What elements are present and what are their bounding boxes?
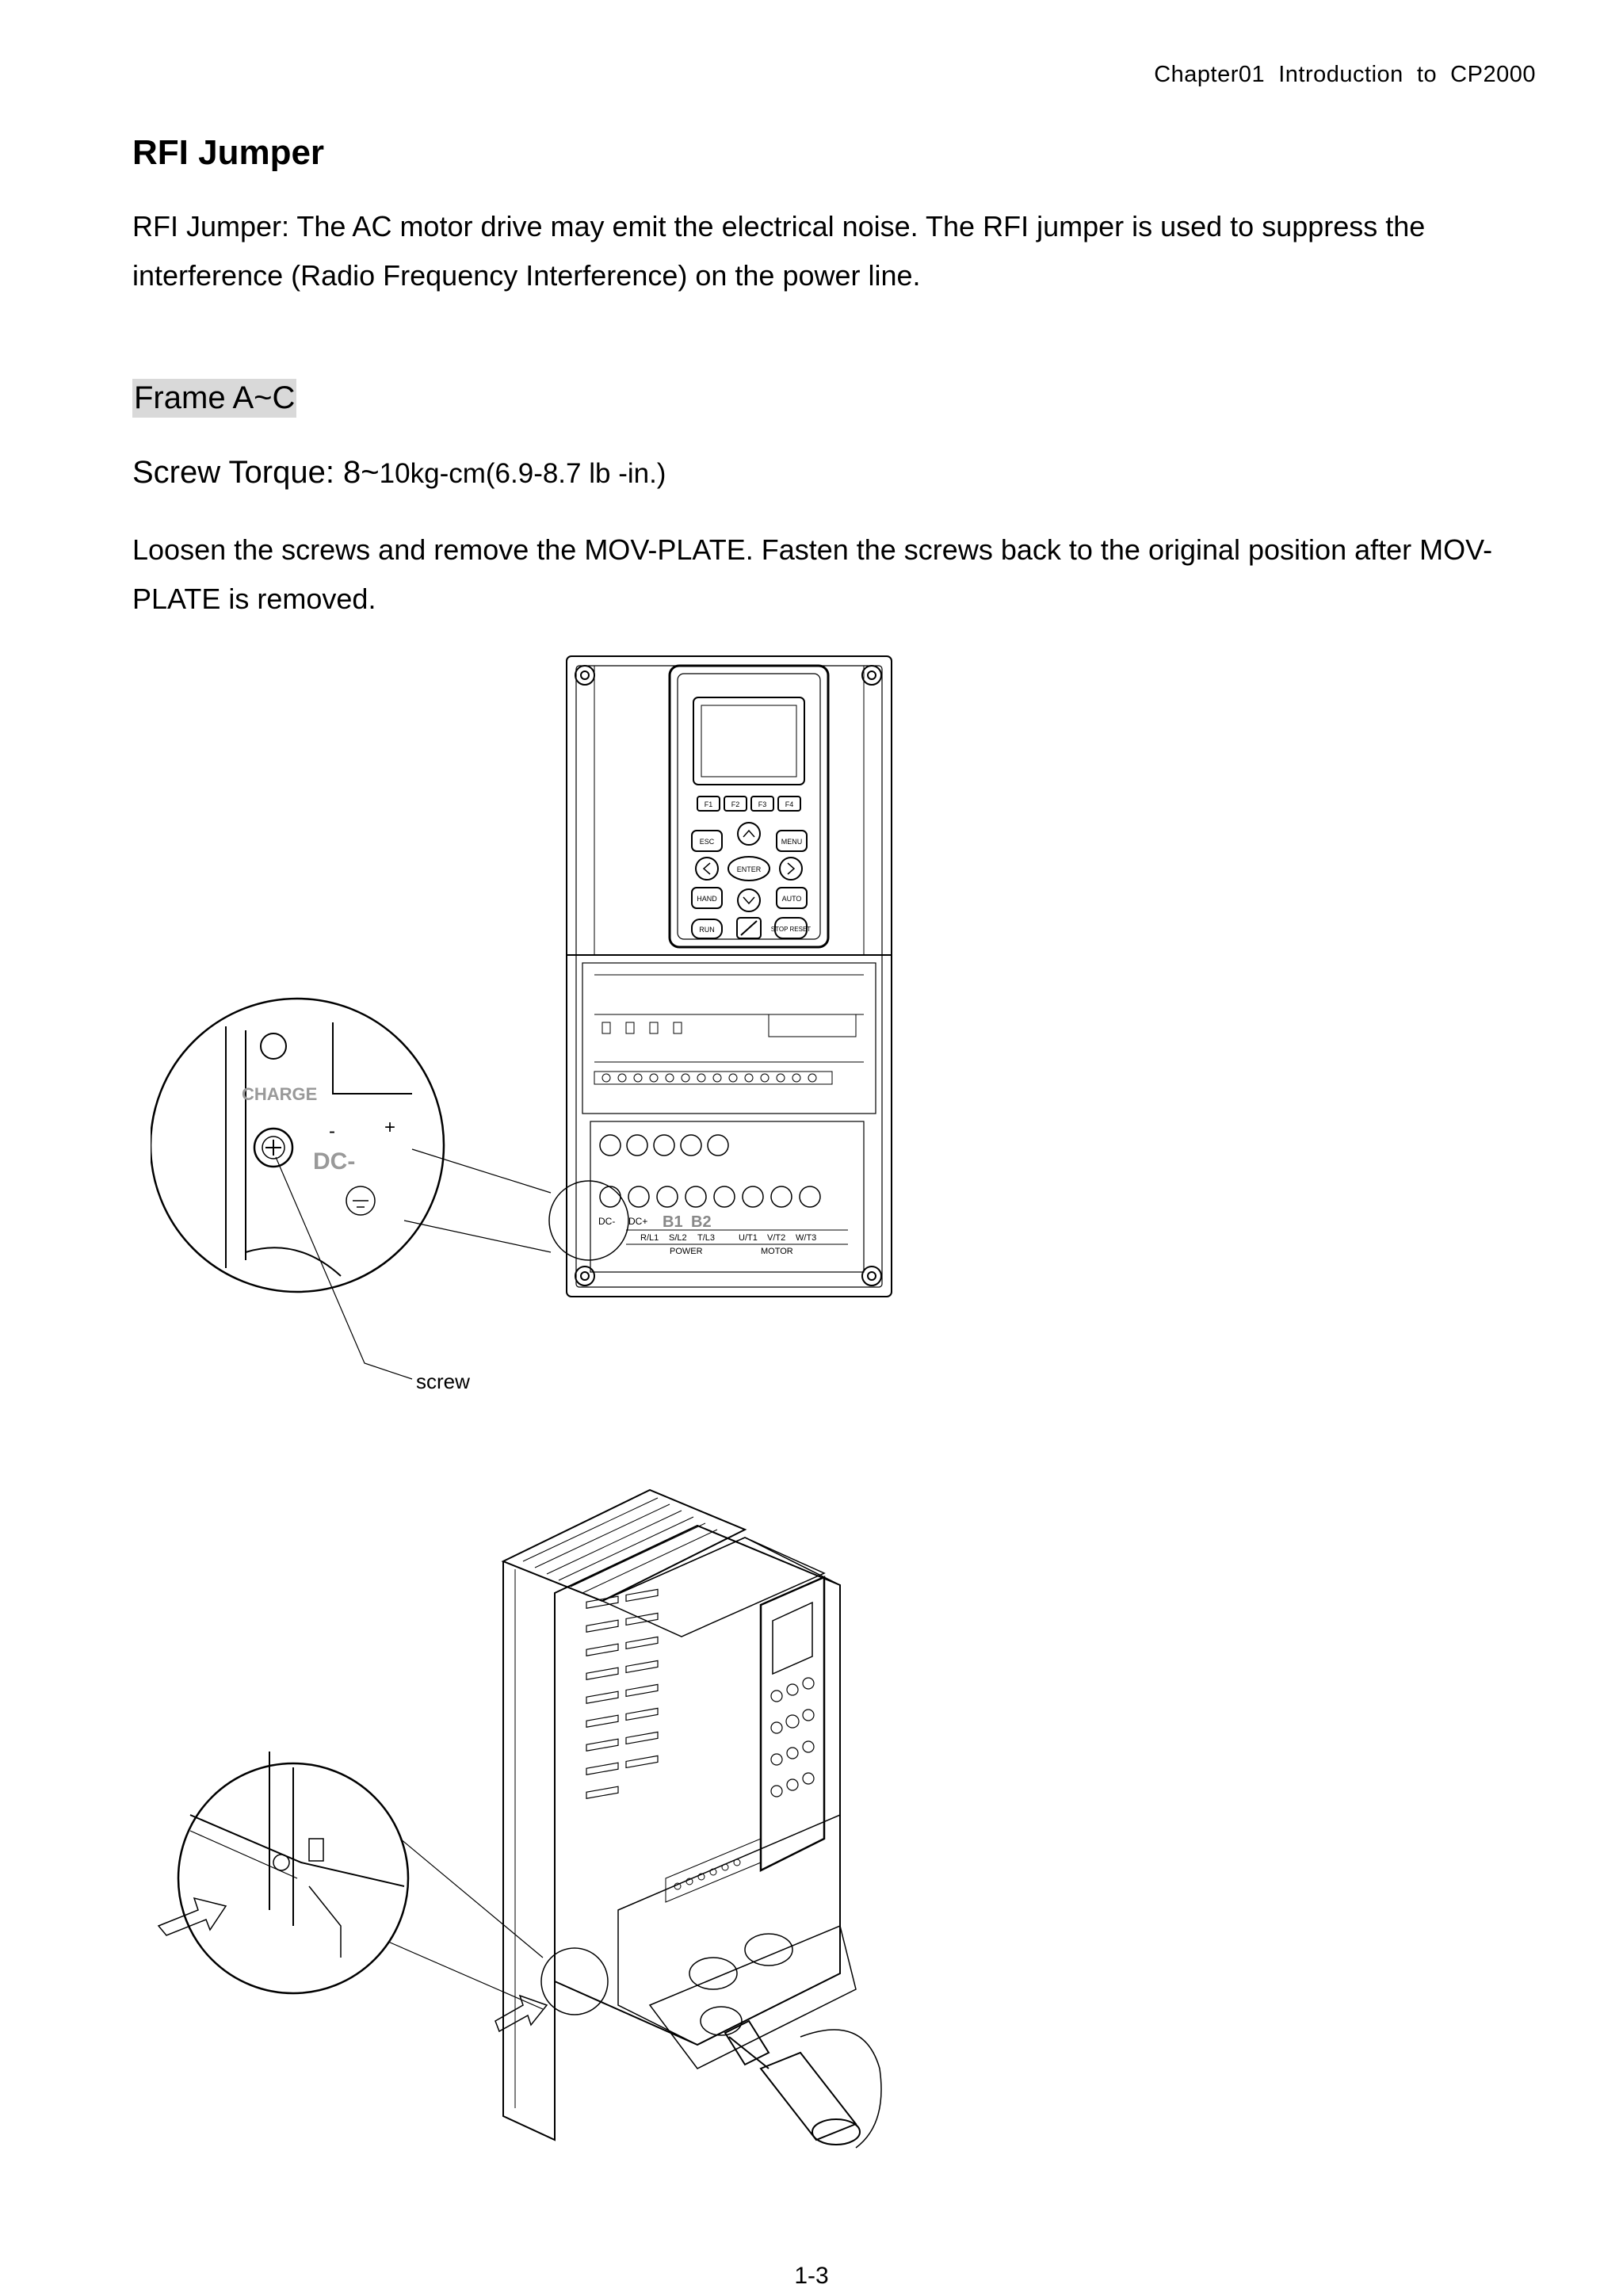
terminal-label-s-l2: S/L2 — [669, 1233, 687, 1243]
screw-zoom-inset — [151, 999, 444, 1292]
frame-label: Frame A~C — [132, 379, 296, 418]
torque-prefix: Screw Torque: 8~ — [132, 455, 380, 490]
screw-torque-line — [132, 455, 666, 491]
key-enter: ENTER — [736, 865, 762, 873]
conduit-plate — [650, 1926, 856, 2069]
drive-isometric-figure — [143, 1466, 935, 2156]
terminal-label-r-l1: R/L1 — [640, 1233, 659, 1243]
section-title: RFI Jumper — [132, 133, 325, 172]
zoom-label-minus: - — [329, 1121, 335, 1142]
screw-callout-line — [276, 1157, 412, 1379]
screw-highlight-circle — [549, 1181, 628, 1260]
keypad — [670, 666, 828, 947]
instruction-paragraph: Loosen the screws and remove the MOV-PLATE. Fasten the screws back to the original position after MOV-PLATE is removed. — [132, 533, 1493, 615]
terminal-label-t-l3: T/L3 — [697, 1233, 716, 1243]
terminal-label-b2: B2 — [691, 1213, 712, 1231]
drive-front-view-figure — [151, 650, 911, 1411]
key-f1: F1 — [704, 800, 713, 808]
terminal-group-motor: MOTOR — [761, 1247, 793, 1256]
running-header: Chapter01 Introduction to CP2000 — [1154, 62, 1536, 87]
intro-paragraph: RFI Jumper: The AC motor drive may emit the electrical noise. The RFI jumper is used to suppress the interference (Radio Frequency Interference) on the power line. — [132, 210, 1426, 292]
key-run: RUN — [699, 926, 715, 934]
control-terminal-row — [594, 1072, 832, 1084]
corner-screw-icon — [575, 666, 881, 1286]
page-number: 1-3 — [794, 2263, 829, 2289]
key-f4: F4 — [785, 800, 794, 808]
terminal-label-w-t3: W/T3 — [796, 1233, 817, 1243]
key-f2: F2 — [731, 800, 740, 808]
zoom-label-dc-minus: DC- — [313, 1148, 356, 1175]
terminal-strip-isometric — [666, 1839, 761, 1902]
screw-callout-label: screw — [416, 1370, 470, 1393]
key-f3: F3 — [758, 800, 767, 808]
terminal-label-v-t2: V/T2 — [767, 1233, 786, 1243]
mov-plate-highlight-circle — [541, 1948, 608, 2015]
mov-plate-zoom-inset — [178, 1752, 408, 1993]
key-esc: ESC — [699, 838, 715, 846]
key-menu: MENU — [781, 838, 803, 846]
screwdriver-icon — [725, 2021, 860, 2145]
torque-value: 10kg-cm(6.9-8.7 lb -in.) — [379, 458, 666, 489]
heatsink-top — [503, 1490, 745, 1601]
drive-housing — [567, 656, 892, 1297]
terminal-label-u-t1: U/T1 — [739, 1233, 758, 1243]
terminal-group-power: POWER — [670, 1247, 703, 1256]
key-stop-reset: STOP RESET — [770, 926, 812, 933]
zoom-label-charge: CHARGE — [242, 1084, 318, 1104]
power-terminal-block — [590, 1121, 864, 1272]
zoom-label-plus: + — [384, 1117, 396, 1138]
terminal-label-dc-plus: DC+ — [628, 1216, 648, 1227]
control-board — [582, 963, 876, 1114]
left-side-plate — [503, 1561, 555, 2140]
terminal-label-dc-minus: DC- — [598, 1216, 616, 1227]
keypad-display — [693, 697, 804, 785]
key-auto: AUTO — [781, 895, 802, 903]
terminal-label-b1: B1 — [663, 1213, 683, 1231]
drive-body — [555, 1526, 840, 2045]
key-hand: HAND — [697, 895, 717, 903]
